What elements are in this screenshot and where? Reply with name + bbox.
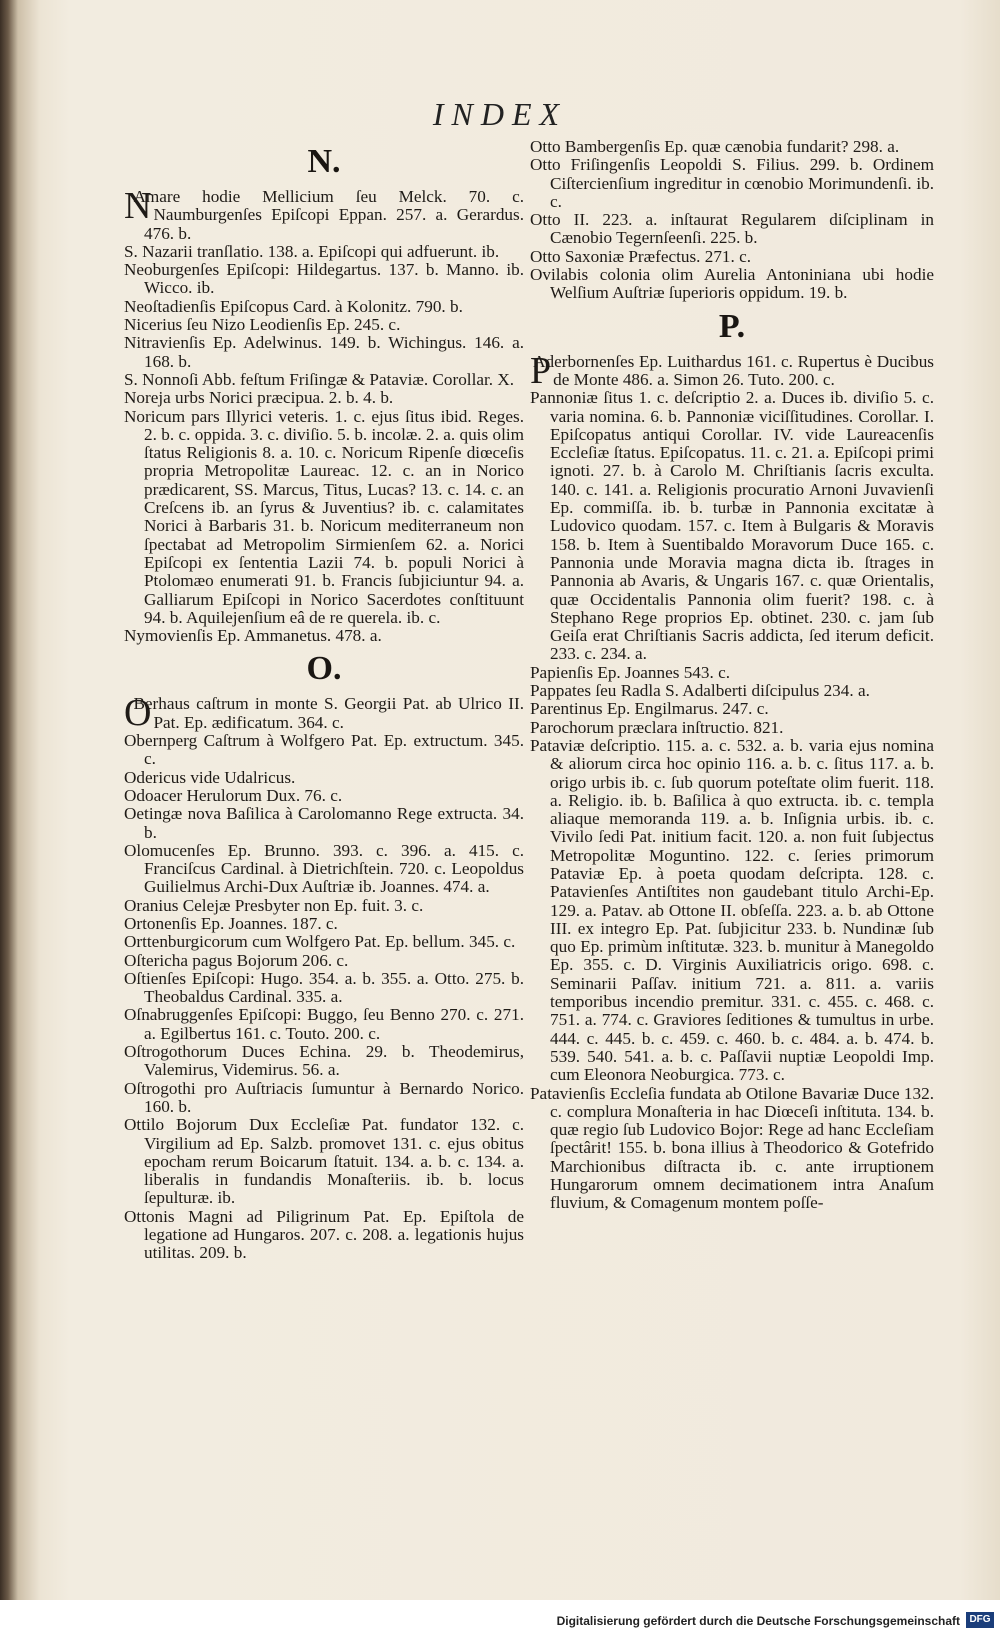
section-letter: O. — [306, 650, 342, 688]
index-entry: Pataviæ deſcriptio. 115. a. c. 532. a. b. varia ejus nomina & aliorum circa hoc opinio 116. a. b. c. ſitus 117. a. b. origo urbis ib. c. ſub quorum poteſtate olim fuerit. 118. a. Religio. ib. b. Baſilica à quo extructa. ib. c. templa aliaque memoranda 119. a. b. Inſignia urbis. ib. c. Vivilo ſedi Pat. initium facit. 120. a. non fuit ſubjectus Metropolitæ Moguntino. 122. c. ſeries primorum Pataviæ Ep. à poeta quodam deſcripta. 128. c. Patavienſes Antiſtites non gaudebant titulo Archi-Ep. 129. a. Patav. ab Ottone II. obſeſſa. 223. a. b. ab Ottone III. ex integro Ep. Pat. ſubjicitur 233. b. Nundinæ ſub quo Ep. primùm inſtitutæ. 323. b. munitur à Manegoldo Ep. 355. c. D. Virginis Auxiliatricis origo. 698. c. Seminarii Paſſav. initium 721. a. 811. a. variis temporibus incendio premitur. 331. c. 455. c. 468. c. 751. a. 774. c. Graviores ſeditiones & tumultus in urbe. 444. c. 445. b. c. 459. c. 460. b. c. 484. a. b. 474. b. 539. 540. 541. a. b. c. Paſſavii nuptiæ Leopoldi Imp. cum Eleonora Neoburgica. 773. c. — [530, 735, 934, 1085]
index-entry: Oſtienſes Epiſcopi: Hugo. 354. a. b. 355. a. Otto. 275. b. Theobaldus Cardinal. 335. a. — [124, 968, 524, 1007]
index-entry: Otto Saxoniæ Præfectus. 271. c. — [530, 246, 752, 266]
index-entry: Neoburgenſes Epiſcopi: Hildegartus. 137. b. Manno. ib. Wicco. ib. — [124, 260, 524, 298]
index-entry: Oſnabruggenſes Epiſcopi: Buggo, ſeu Benno 270. c. 271. a. Egilbertus 161. c. Touto. 200. c. — [124, 1005, 524, 1043]
index-entry: Noricum pars Illyrici veteris. 1. c. ejus ſitus ibid. Reges. 2. b. c. oppida. 3. c. diviſio. 5. b. incolæ. 2. a. quis olim ſtatus Religionis 8. a. 10. c. Noricum Ripenſe diœceſis propria Metropolitæ Laureac. 12. c. an in Norico prædicarent, SS. Marcus, Titus, Lucas? 13. c. 14. c. an Creſcens ib. an ſyrus & Juventius? ib. c. calamitates Norici à Barbaris 31. b. Noricum mediterraneum non ſpectabat ad Metropolim Sirmienſem 62. a. Norici Epiſcopi ex ſententia Lazii 74. b. populi Norici à Ptolomæo enumerati 91. b. Francis ſubjiciuntur 94. a. Galliarum Epiſcopi in Norico Sacerdotes conſtituunt 94. b. Aquilejenſium eâ de re querela. ib. c. — [124, 406, 524, 627]
index-entry: Oetingæ nova Baſilica à Carolomanno Rege extructa. 34. b. — [124, 804, 524, 842]
index-entry: S. Nonnoſi Abb. feſtum Friſingæ & Pataviæ. Corollar. X. — [124, 369, 515, 389]
index-column-right — [530, 138, 934, 1213]
index-entry: S. Nazarii tranſlatio. 138. a. Epiſcopi qui adfuerunt. ib. — [124, 241, 500, 261]
section-letter: P. — [718, 307, 746, 345]
index-entry: Ovilabis colonia olim Aurelia Antoniniana ubi hodie Welſium Auſtriæ ſuperioris oppidum. 19. b. — [530, 265, 934, 303]
index-entry: Oranius Celejæ Presbyter non Ep. fuit. 3. c. — [124, 895, 424, 915]
index-entry: Papienſis Ep. Joannes 543. c. — [530, 662, 731, 682]
footer-credit-text: Digitalisierung gefördert durch die Deutsche Forschungsgemeinschaft — [556, 1614, 960, 1628]
index-column-left — [124, 138, 524, 1263]
index-entry: Oſtrogothorum Duces Echina. 29. b. Theodemirus, Valemirus, Videmirus. 56. a. — [124, 1042, 524, 1080]
index-entry: Pappates ſeu Radla S. Adalberti diſcipulus 234. a. — [530, 681, 870, 701]
dfg-logo-icon: DFG — [966, 1612, 994, 1628]
index-entry: Ottonis Magni ad Piligrinum Pat. Ep. Epiſtola de legatione ad Hungaros. 207. c. 208. a. legationis hujus utilitas. 209. b. — [124, 1206, 524, 1263]
index-entry: PAderbornenſes Ep. Luithardus 161. c. Rupertus è Ducibus de Monte 486. a. Simon 26. Tuto. 200. c. — [530, 349, 934, 392]
index-entry: Nicerius ſeu Nizo Leodienſis Ep. 245. c. — [124, 315, 401, 335]
index-entry: Odoacer Herulorum Dux. 76. c. — [124, 785, 343, 805]
index-entry: Orttenburgicorum cum Wolfgero Pat. Ep. bellum. 345. c. — [124, 932, 516, 952]
index-entry: OBerhaus caſtrum in monte S. Georgii Pat. ab Ulrico II. Pat. Ep. ædificatum. 364. c. — [124, 692, 524, 735]
index-entry: Olomucenſes Ep. Brunno. 393. c. 396. a. 415. c. Franciſcus Cardinal. à Dietrichſtein. 720. c. Leopoldus Guilielmus Archi-Dux Auſtriæ ib. Joannes. 474. a. — [124, 840, 524, 897]
index-entry: Parochorum præclara inſtructio. 821. — [530, 717, 784, 737]
index-entry: NAmare hodie Mellicium ſeu Melck. 70. c. Naumburgenſes Epiſcopi Eppan. 257. a. Gerardus. 476. b. — [124, 185, 524, 243]
section-letter: N. — [307, 143, 341, 180]
index-entry: Otto Friſingenſis Leopoldi S. Filius. 299. b. Ordinem Ciſtercienſium ingreditur in cœnobio Morimundenſi. ib. c. — [530, 155, 934, 211]
index-entry: Ortonenſis Ep. Joannes. 187. c. — [124, 913, 338, 933]
index-entry: Obernperg Caſtrum à Wolfgero Pat. Ep. extructum. 345. c. — [124, 731, 524, 769]
index-entry: Noreja urbs Norici præcipua. 2. b. 4. b. — [124, 388, 394, 408]
index-entry: Oſtericha pagus Bojorum 206. c. — [124, 950, 349, 970]
page-title: INDEX — [432, 96, 568, 132]
index-entry: Otto Bambergenſis Ep. quæ cænobia fundarit? 298. a. — [530, 137, 900, 156]
index-entry: Nitravienſis Ep. Adelwinus. 149. b. Wichingus. 146. a. 168. b. — [124, 333, 524, 371]
index-entry: Patavienſis Eccleſia fundata ab Otilone Bavariæ Duce 132. c. complura Monaſteria in hac Diœceſi inſtituta. 134. b. quæ regio ſub Ludovico Bojor: Rege ad hanc Eccleſiam ſpectârit! 155. b. bona illius à Theodorico & Gotefrido Marchionibus diſtracta ib. c. ante irruptionem Hungarorum omnem decimationem intra Anaſum fluvium, & Comagenum montem poſſe- — [530, 1083, 934, 1213]
index-entry: Neoſtadienſis Epiſcopus Card. à Kolonitz. 790. b. — [124, 296, 463, 316]
index-entry: Parentinus Ep. Engilmarus. 247. c. — [530, 699, 769, 719]
digitization-footer — [0, 1600, 1000, 1635]
index-entry: Ottilo Bojorum Dux Eccleſiæ Pat. fundator 132. c. Virgilium ad Ep. Salzb. promovet 131. c. ejus obitus epocham rerum Boicarum ſtatuit. 134. a. b. c. 134. a. liberalis in fundandis Monaſteriis. ib. b. locus ſepulturæ. ib. — [124, 1115, 524, 1208]
index-entry: Oſtrogothi pro Auſtriacis ſumuntur à Bernardo Norico. 160. b. — [124, 1078, 524, 1116]
index-entry: Otto II. 223. a. inſtaurat Regularem diſciplinam in Cænobio Tegernſeenſi. 225. b. — [530, 210, 934, 248]
index-entry: Pannoniæ ſitus 1. c. deſcriptio 2. a. Duces ib. diviſio 5. c. varia nomina. 6. b. Pannoniæ viciſſitudines. Corollar. I. Epiſcopatus antiqui Corollar. IV. vide Laureacenſis Eccleſiæ ſtatus. Epiſcopatus. 11. c. 21. a. Epiſcopi primi ignoti. 27. b. à Carolo M. Chriſtianis ſacris exculta. 140. c. 141. a. Religionis procuratio Arnoni Juvavienſi Ep. commiſſa. ib. b. turbæ in Pannonia excitatæ à Ludovico quodam. 157. c. Item à Bulgaris & Moravis 158. b. Item à Suentibaldo Moravorum Duce 165. c. Pannonia unde Moravia magna dicta ib. ſtrages in Pannonia ab Avaris, & Ungaris 167. c. quæ Orientalis, quæ Occidentalis Pannonia olim fuerit? 198. c. à Stephano Rege proprios Ep. obtinet. 230. c. jam ſub Geiſa erat Chriſtianis Sacris addicta, ſed iterum deficit. 233. c. 234. a. — [530, 388, 934, 664]
index-entry: Nymovienſis Ep. Ammanetus. 478. a. — [124, 626, 382, 646]
index-entry: Odericus vide Udalricus. — [124, 767, 296, 787]
